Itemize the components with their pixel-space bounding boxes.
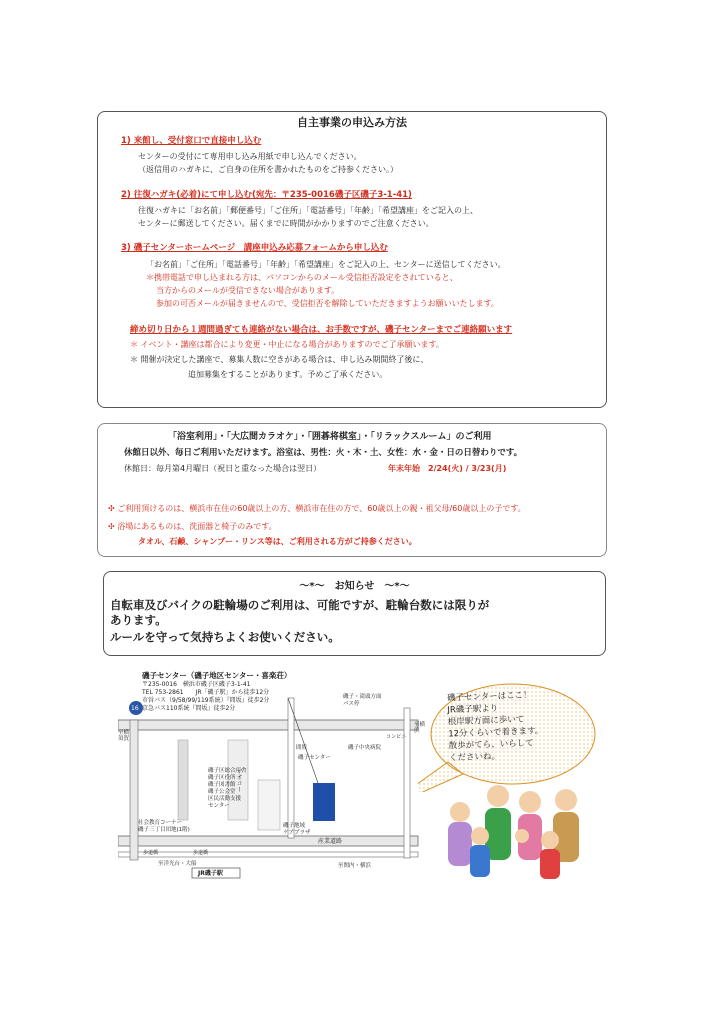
label-center-arrow: 磯子センター — [298, 755, 331, 761]
bubble-text — [447, 688, 589, 765]
method3-note3: 参加の可否メールが届きませんので、受信拒否を解除していただきますようお願いいたします。 — [156, 299, 500, 308]
route16-label: 16 — [131, 705, 139, 712]
method3-note2: 当方からのメールが受信できない場合があります。 — [156, 286, 340, 295]
additional-note-1: ＊ 開催が決定した講座で、募集人数に空きがある場合は、申し込み期間終了後に、 — [130, 355, 429, 364]
bath-items-text: ✣ 浴場にあるものは、洗面器と椅子のみです。 — [108, 522, 277, 531]
label-care: 磯子地域 ケアプラザ — [283, 823, 311, 836]
label-yoko-dai: 至洋光台・大船 — [158, 861, 197, 867]
additional-note-2: 追加募集をすることがあります。予めご了承ください。 — [188, 370, 388, 379]
bubble-line6: くださいね。 — [448, 751, 501, 764]
method3-note1: ＊携帯電話で申し込まれる方は、パソコンからのメール受信拒否設定をされていると、 — [146, 273, 458, 282]
notice-line2: あります。 — [110, 613, 167, 627]
method1-heading: 1) 来館し、受付窓口で直接申し込む — [121, 136, 262, 146]
label-isogo-3: 磯子中央病院 — [348, 745, 382, 751]
eligibility-text: ✣ ご利用頂けるのは、横浜市在住の60歳以上の方、横浜市在住の方で、60歳以上の親・祖父母/60歳以上の子です。 — [108, 504, 526, 513]
label-sarashina: 至横須賀 — [118, 730, 130, 742]
method3-line: 「お名前」「ご住所」「電話番号」「年齢」「希望講座」をご記入の上、センターに送信してください。 — [146, 260, 506, 269]
label-social: 社会教育コーナー 磯子三丁目団地(1階) — [138, 820, 190, 833]
bring-text: タオル、石鹸、シャンプー・リンス等は、ご利用される方がご持参ください。 — [138, 537, 417, 546]
method1-line1: センターの受付にて専用申し込み用紙で申し込んでください。 — [138, 152, 362, 161]
facility-title: 「浴室利用」・「大広間カラオケ」・「囲碁将棋室」・「リラックスルーム」のご利用 — [168, 432, 492, 442]
hours-text: 休館日以外、毎日ご利用いただけます。浴室は、男性：火・木・土、女性：水・金・日の日替わりです。 — [124, 448, 523, 458]
label-yaoko: ヤオコー — [235, 768, 242, 792]
label-sakuragicho: 至横浜 — [414, 722, 426, 734]
deadline-note: 締め切り日から１週間過ぎても連絡がない場合は、お手数ですが、磯子センターまでご連絡願います — [130, 325, 513, 335]
method3-heading: 3) 磯子センターホームページ 講座申込み応募フォームから申し込む — [121, 243, 388, 253]
bubble-line4: 12分くらいで着きます。 — [448, 726, 544, 740]
map-bus1: 市営バス（9/58/99/119系統）『間坂』徒歩2分 — [142, 697, 270, 704]
notice-title: ～*～ お知らせ ～*～ — [299, 581, 410, 592]
label-kenmae: 至関内・横浜 — [338, 863, 372, 869]
application-method-section — [97, 111, 607, 408]
notice-line3: ルールを守って気持ちよくお使いください。 — [110, 630, 340, 644]
bubble-line5: 散歩がてら、いらして — [448, 738, 534, 752]
label-mazaka: 間坂 — [296, 745, 308, 751]
label-hodo2: 歩道橋 — [193, 850, 209, 856]
bubble-line1: 磯子センターはここ！ — [446, 690, 532, 704]
method1-line2: （返信用のハガキに、ご自身の住所を書かれたものをご持参ください。） — [138, 165, 398, 174]
label-sangyo: 産業道路 — [318, 838, 343, 845]
map-center-name: 磯子センター（磯子地区センター・喜楽荘） — [142, 671, 292, 680]
map-bus2: 京急バス110系統『間坂』徒歩2分 — [142, 705, 236, 712]
label-hodo1: 歩道橋 — [143, 850, 159, 856]
method2-line2: センターに郵送してください。届くまでに時間がかかりますのでご注意ください。 — [138, 219, 434, 228]
label-isogo-ku: 磯子区総合庁舎 磯子区役所 磯子図書館 磯子公会堂 区民活動支援 センター — [208, 768, 247, 809]
label-bus-stop: 磯子・滝頭方面 バス停 — [343, 694, 382, 707]
bubble-line3: 根岸駅方面に歩いて — [447, 714, 525, 728]
bubble-line2: JR磯子駅より — [447, 703, 499, 716]
access-map — [118, 668, 430, 884]
closed-text: 休館日：毎月第4月曜日（祝日と重なった場合は翌日） — [124, 464, 322, 473]
label-conbini: コンビニ — [386, 734, 407, 740]
method2-heading: 2) 往復ハガキ(必着)にて申し込む(宛先：〒235-0016磯子区磯子3-1-41) — [121, 190, 412, 200]
notice-line1: 自転車及びバイクの駐輪場のご利用は、可能ですが、駐輪台数には限りが — [110, 598, 490, 612]
label-jr: JR磯子駅 — [198, 870, 223, 877]
map-address: 〒235-0016 横浜市磯子区磯子3-1-41 — [142, 681, 251, 688]
map-tel: TEL 753-2861 JR「磯子駅」から徒歩12分 — [142, 689, 270, 696]
facility-usage-section — [97, 423, 607, 557]
section-title: 自主事業の申込み方法 — [297, 116, 407, 129]
notice-section — [103, 571, 606, 656]
change-note: ＊ イベント・講座は都合により変更・中止になる場合がありますのでご了承願います。 — [130, 340, 444, 349]
closed-extra: 年末年始 2/24(火) / 3/23(月) — [388, 464, 507, 473]
family-illustration — [432, 778, 608, 888]
method2-line1: 往復ハガキに「お名前」「郵便番号」「ご住所」「電話番号」「年齢」「希望講座」をご記入の上、 — [138, 206, 478, 215]
